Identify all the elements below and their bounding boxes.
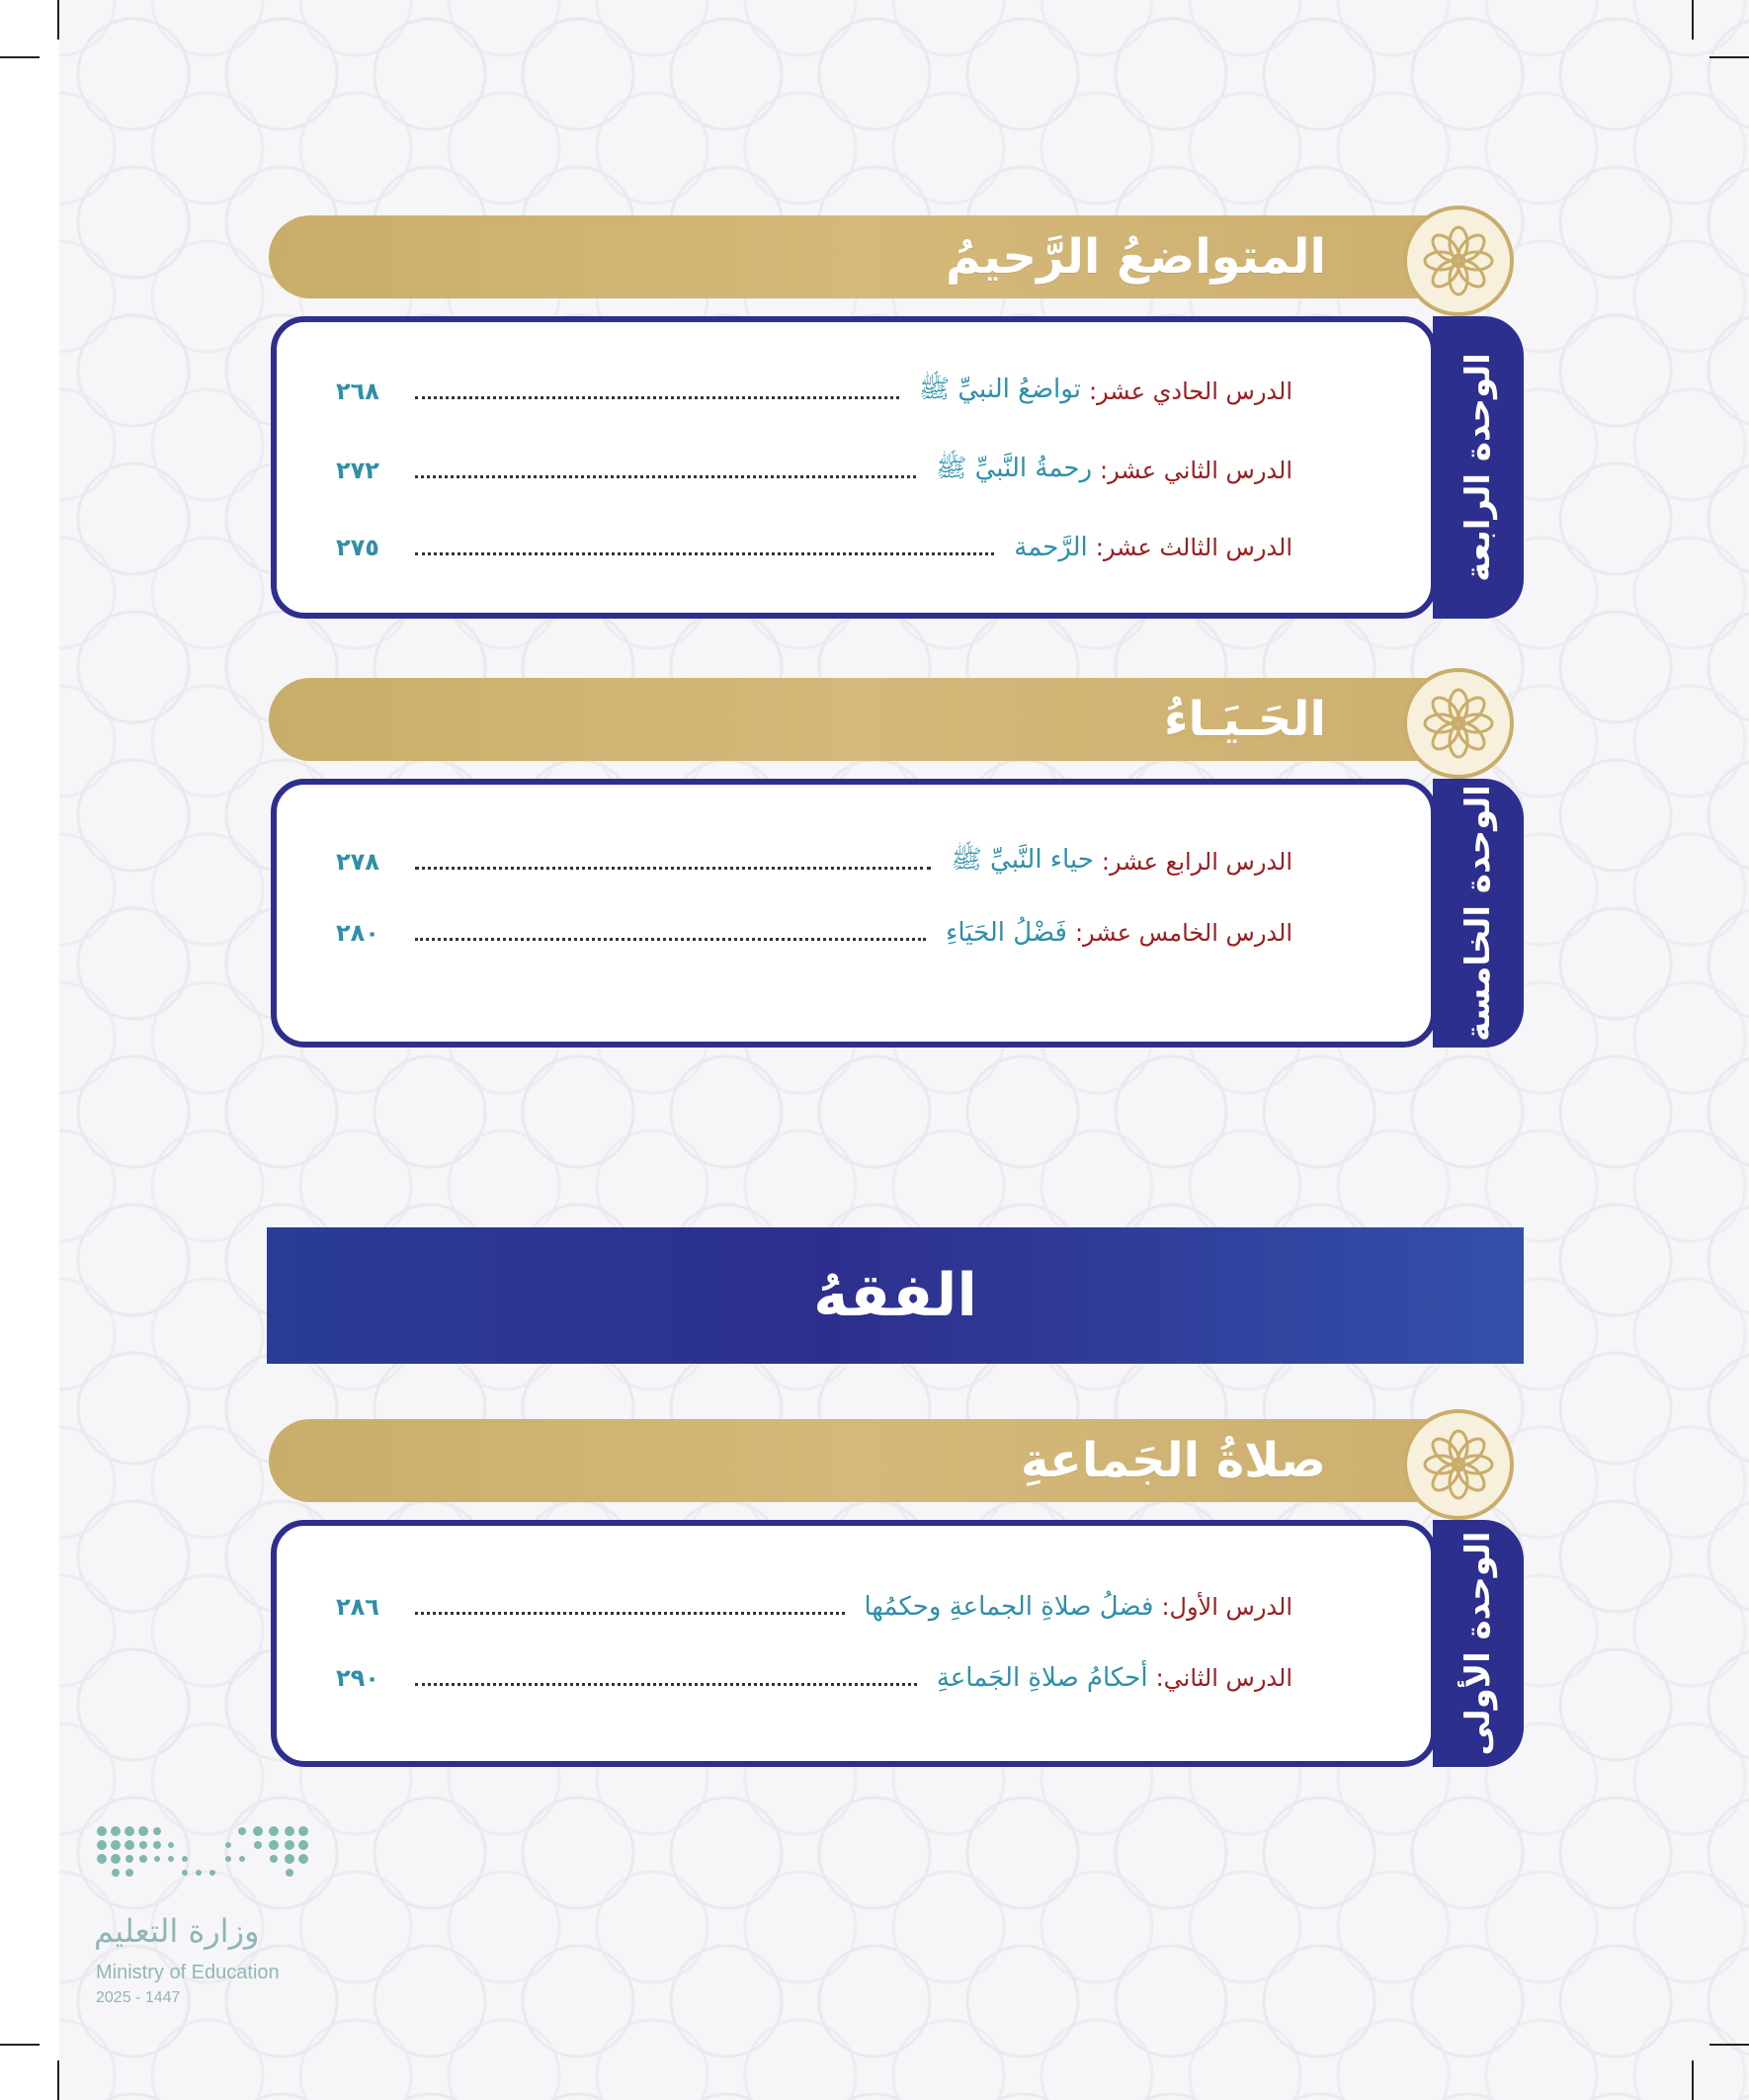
page-number: ٢٦٨ (336, 378, 379, 405)
lesson-label: الدرس الثاني: (1155, 1664, 1292, 1692)
leader-dots (415, 1612, 845, 1615)
section-header (269, 215, 1445, 298)
lessons-box (271, 1520, 1437, 1767)
lessons-box (271, 316, 1437, 619)
flower-medallion-icon (1403, 668, 1514, 779)
leader-dots (415, 475, 916, 478)
unit-label: الوحدة الأولى (1458, 1531, 1498, 1756)
crop-mark (1692, 2060, 1694, 2100)
lesson-title: أحكامُ صلاةِ الجَماعةِ (936, 1663, 1148, 1693)
page-number: ٢٨٦ (336, 1593, 379, 1621)
unit-tab (1433, 779, 1524, 1048)
crop-mark (1709, 2044, 1749, 2046)
leader-dots (415, 552, 994, 555)
lesson-label: الدرس الرابع عشر: (1101, 848, 1292, 876)
lesson-row[interactable] (336, 840, 1292, 883)
ministry-logo (94, 1823, 321, 2021)
ministry-english-name: Ministry of Education (96, 1962, 280, 1983)
crop-mark (57, 2060, 59, 2100)
leader-dots (415, 396, 899, 399)
leader-dots (415, 938, 926, 941)
flower-medallion-icon (1403, 1409, 1514, 1520)
flower-medallion-icon (1403, 206, 1514, 316)
lesson-title: فضلُ صلاةِ الجماعةِ وحكمُها (864, 1592, 1154, 1622)
lesson-title: تواضعُ النبيِّ ﷺ (918, 375, 1081, 404)
page-number: ٢٧٨ (336, 848, 379, 876)
lesson-row[interactable] (336, 526, 1292, 569)
lesson-title: الرَّحمة (1014, 533, 1088, 562)
lesson-label: الدرس الخامس عشر: (1074, 919, 1292, 947)
page-number: ٢٨٠ (336, 919, 379, 947)
lesson-row[interactable] (336, 1585, 1292, 1629)
lesson-label: الدرس الثاني عشر: (1100, 457, 1292, 484)
subject-title: الفقهُ (813, 1261, 977, 1330)
lesson-label: الدرس الأول: (1161, 1593, 1292, 1621)
lesson-title: حياء النَّبيِّ ﷺ (951, 845, 1094, 875)
crop-mark (1709, 56, 1749, 58)
unit-tab (1433, 316, 1524, 619)
page-number: ٢٧٢ (336, 457, 379, 484)
lesson-row[interactable] (336, 370, 1292, 413)
leader-dots (415, 1683, 917, 1686)
crop-mark (1692, 0, 1694, 40)
edition-year: 2025 - 1447 (96, 1989, 181, 2006)
lesson-row[interactable] (336, 449, 1292, 492)
unit-label: الوحدة الرابعة (1458, 353, 1498, 582)
section-title: الحَـيَـاءُ (1163, 692, 1326, 747)
ministry-dots-icon (94, 1823, 311, 1892)
subject-banner (267, 1227, 1524, 1364)
unit-tab (1433, 1520, 1524, 1767)
section-header (269, 1419, 1445, 1502)
section-header (269, 678, 1445, 761)
crop-mark (0, 56, 40, 58)
lesson-label: الدرس الحادي عشر: (1088, 378, 1292, 405)
crop-mark (0, 2044, 40, 2046)
lesson-title: رحمةُ النَّبيِّ ﷺ (935, 454, 1092, 483)
crop-mark (57, 0, 59, 40)
lesson-title: فَضْلُ الحَيَاءِ (946, 918, 1067, 948)
unit-label: الوحدة الخامسة (1458, 785, 1498, 1042)
page-number: ٢٩٠ (336, 1664, 379, 1692)
lessons-box (271, 779, 1437, 1048)
lesson-label: الدرس الثالث عشر: (1095, 534, 1292, 561)
section-title: صلاةُ الجَماعةِ (1020, 1433, 1326, 1488)
lesson-row[interactable] (336, 1656, 1292, 1700)
section-title: المتواضعُ الرَّحيمُ (946, 229, 1326, 285)
ministry-arabic-name: وزارة التعليم (94, 1912, 260, 1950)
background-pattern (59, 0, 1749, 2100)
lesson-row[interactable] (336, 911, 1292, 955)
leader-dots (415, 867, 931, 870)
page-number: ٢٧٥ (336, 534, 379, 561)
